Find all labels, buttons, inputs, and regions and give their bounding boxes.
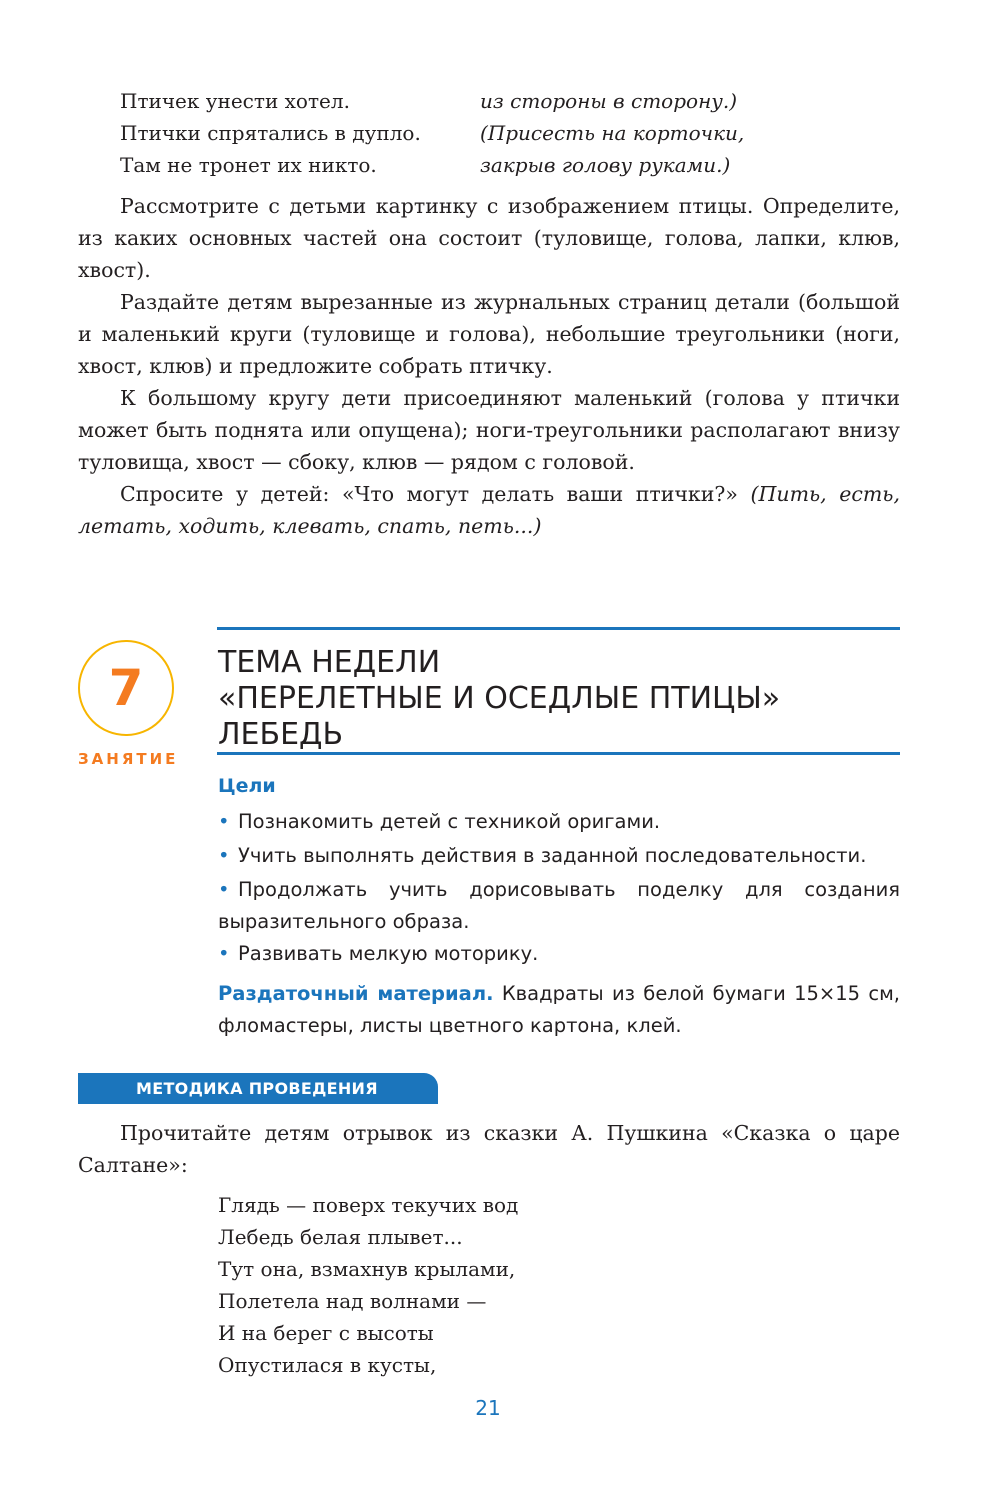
lesson-title-line2: «ПЕРЕЛЕТНЫЕ И ОСЕДЛЫЕ ПТИЦЫ»: [218, 681, 781, 716]
lesson-number: 7: [108, 659, 144, 717]
paragraph-read-tale: [78, 1117, 900, 1181]
goal-item: [218, 806, 900, 838]
paragraph-text: Спросите у детей: «Что могут делать ваши птички?»: [120, 482, 751, 506]
poem-direction: закрыв голову руками.): [480, 153, 731, 177]
material-text: Квадраты из белой бумаги 15×15 см, фломастеры, листы цветного картона, клей.: [218, 982, 900, 1037]
lesson-title-line1: ТЕМА НЕДЕЛИ: [218, 645, 441, 680]
bullet: •: [218, 878, 230, 901]
bullet: •: [218, 844, 230, 867]
verse-line: Тут она, взмахнув крылами,: [218, 1257, 516, 1281]
poem-line: Там не тронет их никто.: [120, 153, 377, 177]
goal-text: Развивать мелкую моторику.: [238, 942, 539, 965]
verse-line: Лебедь белая плывет...: [218, 1225, 463, 1249]
methodika-section-banner: [78, 1073, 438, 1104]
lesson-label: ЗАНЯТИЕ: [78, 750, 179, 768]
paragraph-text: Прочитайте детям отрывок из сказки А. Пушкина «Сказка о царе Салтане»:: [78, 1121, 900, 1177]
goal-text: Учить выполнять действия в заданной последовательности.: [238, 844, 867, 867]
paragraph-hand-out-parts: [78, 286, 900, 382]
verse-line: И на берег с высоты: [218, 1321, 434, 1345]
goal-text: Познакомить детей с техникой оригами.: [238, 810, 661, 833]
paragraph-assemble-bird: [78, 382, 900, 478]
paragraph-examine-bird: [78, 190, 900, 286]
verse-line: Полетела над волнами —: [218, 1289, 487, 1313]
material-label: Раздаточный материал.: [218, 982, 494, 1005]
poem-direction: из стороны в сторону.): [480, 89, 738, 113]
goal-item: [218, 938, 900, 970]
bullet: •: [218, 810, 230, 833]
poem-line: Птичек унести хотел.: [120, 89, 350, 113]
handout-material: [218, 978, 900, 1042]
verse-line: Глядь — поверх текучих вод: [218, 1193, 519, 1217]
verse-line: Опустилася в кусты,: [218, 1353, 437, 1377]
header-rule-top: [217, 627, 900, 630]
poem-line: Птички спрятались в дупло.: [120, 121, 421, 145]
paragraph-text: Рассмотрите с детьми картинку с изображением птицы. Определите, из каких основных частей она состоит (туловище, голова, лапки, клюв, хвост).: [78, 194, 900, 282]
page-number: 21: [475, 1396, 501, 1420]
goal-item: [218, 840, 900, 872]
header-rule-bottom: [217, 752, 900, 755]
lesson-subtitle: ЛЕБЕДЬ: [218, 717, 344, 752]
goals-heading: Цели: [218, 775, 276, 797]
methodika-label: МЕТОДИКА ПРОВЕДЕНИЯ: [136, 1079, 378, 1098]
paragraph-italic-answer: (Пить, есть, летать, ходить, клевать, спать, петь...): [78, 482, 900, 538]
goal-item: [218, 874, 900, 938]
bullet: •: [218, 942, 230, 965]
goal-text: Продолжать учить дорисовывать поделку для создания выразительного образа.: [218, 878, 900, 933]
poem-direction: (Присесть на корточки,: [480, 121, 745, 145]
lesson-number-circle: [78, 640, 174, 736]
paragraph-ask-children: [78, 478, 900, 542]
paragraph-text: Раздайте детям вырезанные из журнальных страниц детали (большой и маленький круги (туловище и голова), небольшие треугольники (ноги, хвост, клюв) и предложите собрать птичку.: [78, 290, 900, 378]
paragraph-text: К большому кругу дети присоединяют маленький (голова у птички может быть поднята или опущена); ноги-треугольники располагают внизу туловища, хвост — сбоку, клюв — рядом с головой.: [78, 386, 900, 474]
